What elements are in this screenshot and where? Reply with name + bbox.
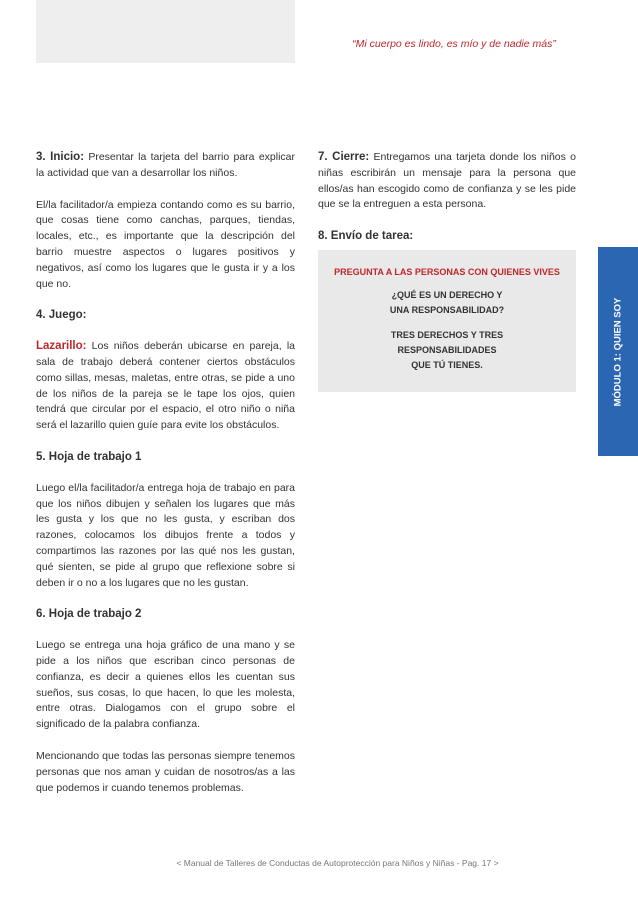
- question-2-line-3: QUE TÚ TIENES.: [411, 360, 483, 370]
- inicio-paragraph-2: El/la facilitador/a empieza contando como es su barrio, que cosas tiene como canchas, parques, tiendas, locales, etc., es importante que la descripción del barrio muestre aspectos o lugares positivos y negativos, así como los lugares que le gusta ir y a los que no.: [36, 198, 295, 290]
- question-1: [318, 288, 576, 318]
- question-box: [318, 250, 576, 392]
- question-1-line-1: ¿QUÉ ES UN DERECHO Y: [391, 290, 503, 300]
- right-column: [318, 150, 576, 260]
- juego-heading: 4. Juego:: [36, 309, 87, 322]
- left-column: [36, 150, 295, 796]
- cierre-paragraph: [318, 150, 576, 213]
- question-box-title: PREGUNTA A LAS PERSONAS CON QUIENES VIVES: [334, 267, 560, 277]
- cierre-text: Entregamos una tarjeta donde los niños o niñas escribirán un mensaje para la persona que ellos/as han escogido como de confianza y se les pide que se la entreguen a esta persona.: [318, 151, 577, 211]
- lazarillo-paragraph: [36, 339, 295, 434]
- inicio-lead: 3. Inicio:: [36, 151, 85, 163]
- cierre-lead: 7. Cierre:: [318, 151, 370, 163]
- inicio-paragraph: [36, 150, 295, 182]
- module-side-tab-label: MÓDULO 1: QUIEN SOY: [612, 297, 624, 406]
- inicio-text: Presentar la tarjeta del barrio para explicar la actividad que van a desarrollar los niños.: [36, 151, 295, 179]
- hoja1-heading: 5. Hoja de trabajo 1: [36, 450, 142, 463]
- module-side-tab: [598, 247, 638, 456]
- question-2-line-1: TRES DERECHOS Y TRES: [390, 330, 504, 340]
- hoja2-heading: 6. Hoja de trabajo 2: [36, 608, 142, 621]
- header-image-placeholder: [36, 0, 295, 63]
- question-2-line-2: RESPONSABILIDADES: [397, 345, 497, 355]
- page-footer: < Manual de Talleres de Conductas de Autoprotección para Niños y Niñas - Pag. 17 >: [176, 858, 499, 868]
- hoja2-paragraph: Luego se entrega una hoja gráfico de una mano y se pide a los niños que escriban cinco personas de confianza, es decir a quienes ellos les cuentan sus sueños, sus cosas, lo que hacen, lo que les molesta, entre otras. Dialogamos con el grupo sobre el significado de la palabra confianza.: [36, 639, 295, 731]
- question-1-line-2: UNA RESPONSABILIDAD?: [389, 305, 505, 315]
- header-quote: “Mi cuerpo es lindo, es mío y de nadie más”: [352, 38, 556, 50]
- envio-heading: 8. Envío de tarea:: [318, 230, 414, 243]
- hoja2-paragraph-2: Mencionando que todas las personas siempre tenemos personas que nos aman y cuidan de nosotros/as a las que podemos ir cuando tenemos problemas.: [36, 749, 295, 794]
- question-2: [318, 328, 576, 373]
- lazarillo-lead: Lazarillo:: [36, 340, 87, 353]
- lazarillo-text: Los niños deberán ubicarse en pareja, la sala de trabajo deberá contener ciertos obstáculos como sillas, mesas, maletas, entre otras, se pide a uno de los niños de la pareja se le tape los ojos, quien tendrá que circular por el espacio, el otro niño o niña será el lazarillo quien guíe para evite los obstáculos.: [36, 340, 295, 432]
- hoja1-paragraph: Luego el/la facilitador/a entrega hoja de trabajo en para que los niños dibujen y señalen los lugares que más les gusta y los que no les gusta, y escriban dos razones, colocamos los dibujos frente a todos y compartimos las razones por las qué nos les gustan, qué sienten, se pide al grupo que reflexione sobre si deben ir o no a los lugares que no les gustan.: [36, 481, 295, 589]
